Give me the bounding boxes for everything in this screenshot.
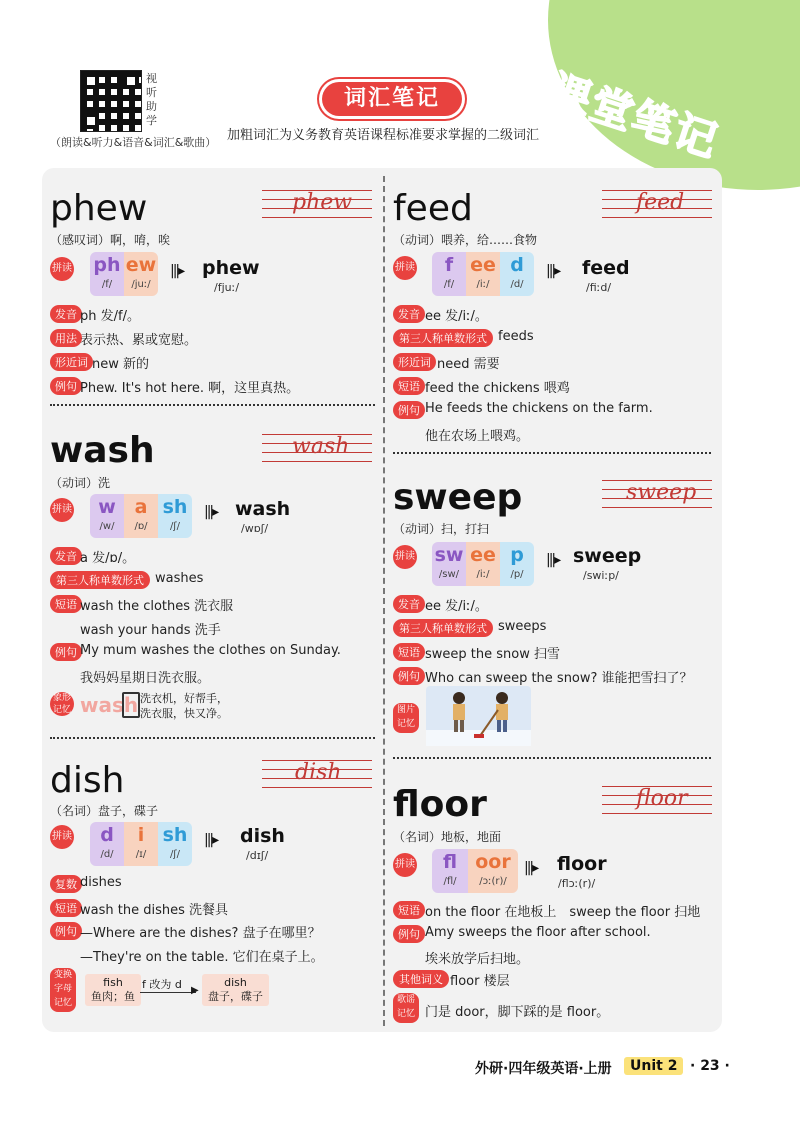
label-spell: 拼读 <box>50 498 74 522</box>
section-divider <box>50 737 375 739</box>
segment-phonetic: /f/ <box>443 279 455 290</box>
label-rhyme: 歌谣记忆 <box>393 993 419 1023</box>
washing-machine-icon <box>122 692 140 718</box>
segment-letters: d <box>100 824 114 846</box>
sweeping-snow-illustration <box>426 686 531 746</box>
result-phonetic: /dɪʃ/ <box>246 849 269 862</box>
usage-text: 表示热、累或宽慰。 <box>80 333 198 348</box>
label-sound: 发音 <box>393 595 425 613</box>
example-text: He feeds the chickens on the farm. <box>425 401 653 416</box>
segment-letters: a <box>134 496 148 518</box>
segment-letters: ph <box>93 254 121 276</box>
other-meaning-text: floor 楼层 <box>450 974 510 989</box>
label-change-letter: 变换字母记忆 <box>50 968 76 1012</box>
word-heading: floor <box>393 784 487 825</box>
phonics-box <box>432 849 518 893</box>
change-from-meaning: 鱼肉；鱼 <box>91 990 135 1003</box>
change-to-meaning: 盘子，碟子 <box>208 990 263 1003</box>
label-sound: 发音 <box>393 305 425 323</box>
footer-unit: Unit 2 <box>624 1057 683 1075</box>
similar-text: need 需要 <box>437 357 500 372</box>
example-text: Who can sweep the snow? 谁能把雪扫了？ <box>425 671 693 686</box>
page-subtitle: 加粗词汇为义务教育英语课程标准要求掌握的二级词汇 <box>227 128 540 143</box>
segment-phonetic: /iː/ <box>476 569 490 580</box>
result-phonetic: /flɔː(r)/ <box>558 877 596 890</box>
word-heading: phew <box>50 188 148 229</box>
script-word: feed <box>636 190 685 215</box>
segment-phonetic: /ʃ/ <box>169 849 181 860</box>
result-word: floor <box>557 853 607 875</box>
segment-phonetic: /ɪ/ <box>135 849 147 860</box>
arrow-right-icon: ▶ <box>191 985 199 996</box>
arrow-icon: |||▸ <box>546 263 560 279</box>
script-word: sweep <box>626 480 697 505</box>
plural-text: dishes <box>80 875 122 890</box>
label-example: 例句 <box>50 922 82 940</box>
label-spell: 拼读 <box>393 853 417 877</box>
label-similar: 形近词 <box>50 353 93 371</box>
shape-text: 洗衣服，快又净。 <box>140 707 228 720</box>
label-example: 例句 <box>393 401 425 419</box>
phonics-box <box>90 822 192 866</box>
label-other-meaning: 其他词义 <box>393 970 449 988</box>
segment-letters: sh <box>162 824 188 846</box>
change-arrow-line <box>140 992 196 993</box>
label-phrase: 短语 <box>50 595 82 613</box>
label-spell: 拼读 <box>393 256 417 280</box>
result-word: sweep <box>573 545 642 567</box>
qr-caption: （朗读&听力&语音&词汇&歌曲） <box>50 136 217 149</box>
label-usage: 用法 <box>50 329 82 347</box>
result-phonetic: /swiːp/ <box>583 569 619 582</box>
phrase-text: sweep the snow 扫雪 <box>425 647 560 662</box>
label-similar: 形近词 <box>393 353 436 371</box>
column-divider <box>383 176 385 1026</box>
label-plural: 复数 <box>50 875 82 893</box>
change-from-word: fish <box>103 976 123 989</box>
third-person-text: washes <box>155 571 204 586</box>
arrow-icon: |||▸ <box>524 860 538 876</box>
part-of-speech: （名词）地板，地面 <box>393 830 502 844</box>
segment-letters: i <box>137 824 145 846</box>
segment-phonetic: /d/ <box>510 279 524 290</box>
segment-letters: d <box>510 254 524 276</box>
segment-phonetic: /d/ <box>100 849 114 860</box>
example-text: —Where are the dishes? 盘子在哪里？ <box>80 926 321 941</box>
segment-phonetic: /ʃ/ <box>169 521 181 532</box>
part-of-speech: （动词）扫，打扫 <box>393 522 490 536</box>
result-word: dish <box>240 825 285 847</box>
example-text: Amy sweeps the floor after school. <box>425 925 651 940</box>
label-example: 例句 <box>393 667 425 685</box>
phrase-text: wash the dishes 洗餐具 <box>80 903 228 918</box>
example-text: My mum washes the clothes on Sunday. <box>80 643 341 658</box>
phonics-box <box>90 494 192 538</box>
shape-text: 洗衣机，好帮手， <box>140 692 228 705</box>
segment-letters: ew <box>125 254 157 276</box>
segment-letters: p <box>510 544 524 566</box>
segment-letters: w <box>98 496 116 518</box>
word-heading: sweep <box>393 477 523 518</box>
change-from-box <box>85 974 141 1006</box>
word-heading: feed <box>393 188 473 229</box>
segment-phonetic: /ɒ/ <box>134 521 148 532</box>
segment-phonetic: /w/ <box>99 521 115 532</box>
label-phrase: 短语 <box>393 377 425 395</box>
example-translation: 埃米放学后扫地。 <box>425 952 530 967</box>
shape-word: wash <box>80 693 139 717</box>
label-spell: 拼读 <box>393 545 417 569</box>
example-translation: 我妈妈星期日洗衣服。 <box>80 671 211 686</box>
similar-text: new 新的 <box>92 357 150 372</box>
sound-text: ph 发/f/。 <box>80 309 140 324</box>
example-text: —They're on the table. 它们在桌子上。 <box>80 950 324 965</box>
word-heading: wash <box>50 430 155 471</box>
corner-label: 课堂笔记 <box>542 65 725 167</box>
part-of-speech: （名词）盘子，碟子 <box>50 804 159 818</box>
arrow-icon: |||▸ <box>204 832 218 848</box>
label-spell: 拼读 <box>50 257 74 281</box>
label-third-person: 第三人称单数形式 <box>50 571 150 589</box>
third-person-text: feeds <box>498 329 534 344</box>
page-title: 词汇笔记 <box>322 82 462 116</box>
label-third-person: 第三人称单数形式 <box>393 329 493 347</box>
qr-code-icon[interactable] <box>80 70 142 132</box>
segment-letters: ee <box>470 544 496 566</box>
label-phrase: 短语 <box>393 643 425 661</box>
segment-phonetic: /iː/ <box>476 279 490 290</box>
part-of-speech: （动词）喂养，给……食物 <box>393 233 538 247</box>
change-rule: f 改为 d <box>142 978 182 991</box>
label-phrase: 短语 <box>50 899 82 917</box>
arrow-icon: |||▸ <box>204 504 218 520</box>
segment-phonetic: /p/ <box>510 569 524 580</box>
change-to-box <box>202 974 269 1006</box>
arrow-icon: |||▸ <box>546 552 560 568</box>
phrase-text: feed the chickens 喂鸡 <box>425 381 570 396</box>
page-number: · 23 · <box>690 1058 730 1074</box>
script-word: phew <box>292 190 353 215</box>
example-translation: 他在农场上喂鸡。 <box>425 429 530 444</box>
segment-letters: sh <box>162 496 188 518</box>
result-word: phew <box>202 257 260 279</box>
label-spell: 拼读 <box>50 825 74 849</box>
label-phrase: 短语 <box>393 901 425 919</box>
label-example: 例句 <box>50 643 82 661</box>
segment-phonetic: /f/ <box>101 279 113 290</box>
result-word: wash <box>235 498 291 520</box>
script-word: dish <box>295 760 342 785</box>
segment-letters: oor <box>475 851 511 873</box>
change-to-word: dish <box>224 976 247 989</box>
label-third-person: 第三人称单数形式 <box>393 619 493 637</box>
sound-text: ee 发/iː/。 <box>425 309 488 324</box>
third-person-text: sweeps <box>498 619 547 634</box>
segment-phonetic: /fl/ <box>443 876 457 887</box>
phonics-box <box>432 252 534 296</box>
segment-letters: sw <box>434 544 464 566</box>
label-example: 例句 <box>393 925 425 943</box>
label-sound: 发音 <box>50 547 82 565</box>
phonics-box <box>432 542 534 586</box>
script-word: floor <box>636 786 688 811</box>
segment-phonetic: /ɔː(r)/ <box>479 876 507 887</box>
label-example: 例句 <box>50 377 82 395</box>
result-word: feed <box>582 257 630 279</box>
sound-text: ee 发/iː/。 <box>425 599 488 614</box>
qr-side-text: 视听助学 <box>146 72 157 127</box>
section-divider <box>393 757 711 759</box>
word-heading: dish <box>50 760 125 801</box>
segment-letters: fl <box>442 851 458 873</box>
rhyme-text: 门是 door，脚下踩的是 floor。 <box>425 1005 610 1020</box>
result-phonetic: /fjuː/ <box>214 281 240 294</box>
section-divider <box>393 452 711 454</box>
part-of-speech: （感叹词）啊，唷，唉 <box>50 233 171 247</box>
segment-phonetic: /sw/ <box>438 569 460 580</box>
phrase-text: on the floor 在地板上 sweep the floor 扫地 <box>425 905 701 920</box>
section-divider <box>50 404 375 406</box>
label-shape-memory: 象形记忆 <box>50 692 74 716</box>
result-phonetic: /fiːd/ <box>586 281 612 294</box>
footer-book: 外研·四年级英语·上册 <box>475 1061 612 1077</box>
segment-letters: ee <box>470 254 496 276</box>
label-picture-memory: 图片记忆 <box>393 703 419 733</box>
sound-text: a 发/ɒ/。 <box>80 551 136 566</box>
result-phonetic: /wɒʃ/ <box>241 522 269 535</box>
arrow-icon: |||▸ <box>170 263 184 279</box>
phrase-text: wash your hands 洗手 <box>80 623 221 638</box>
phonics-box <box>90 252 158 296</box>
script-word: wash <box>292 434 350 459</box>
segment-letters: f <box>444 254 454 276</box>
segment-phonetic: /juː/ <box>131 279 151 290</box>
example-text: Phew. It's hot here. 啊，这里真热。 <box>80 381 300 396</box>
label-sound: 发音 <box>50 305 82 323</box>
phrase-text: wash the clothes 洗衣服 <box>80 599 234 614</box>
part-of-speech: （动词）洗 <box>50 476 111 490</box>
